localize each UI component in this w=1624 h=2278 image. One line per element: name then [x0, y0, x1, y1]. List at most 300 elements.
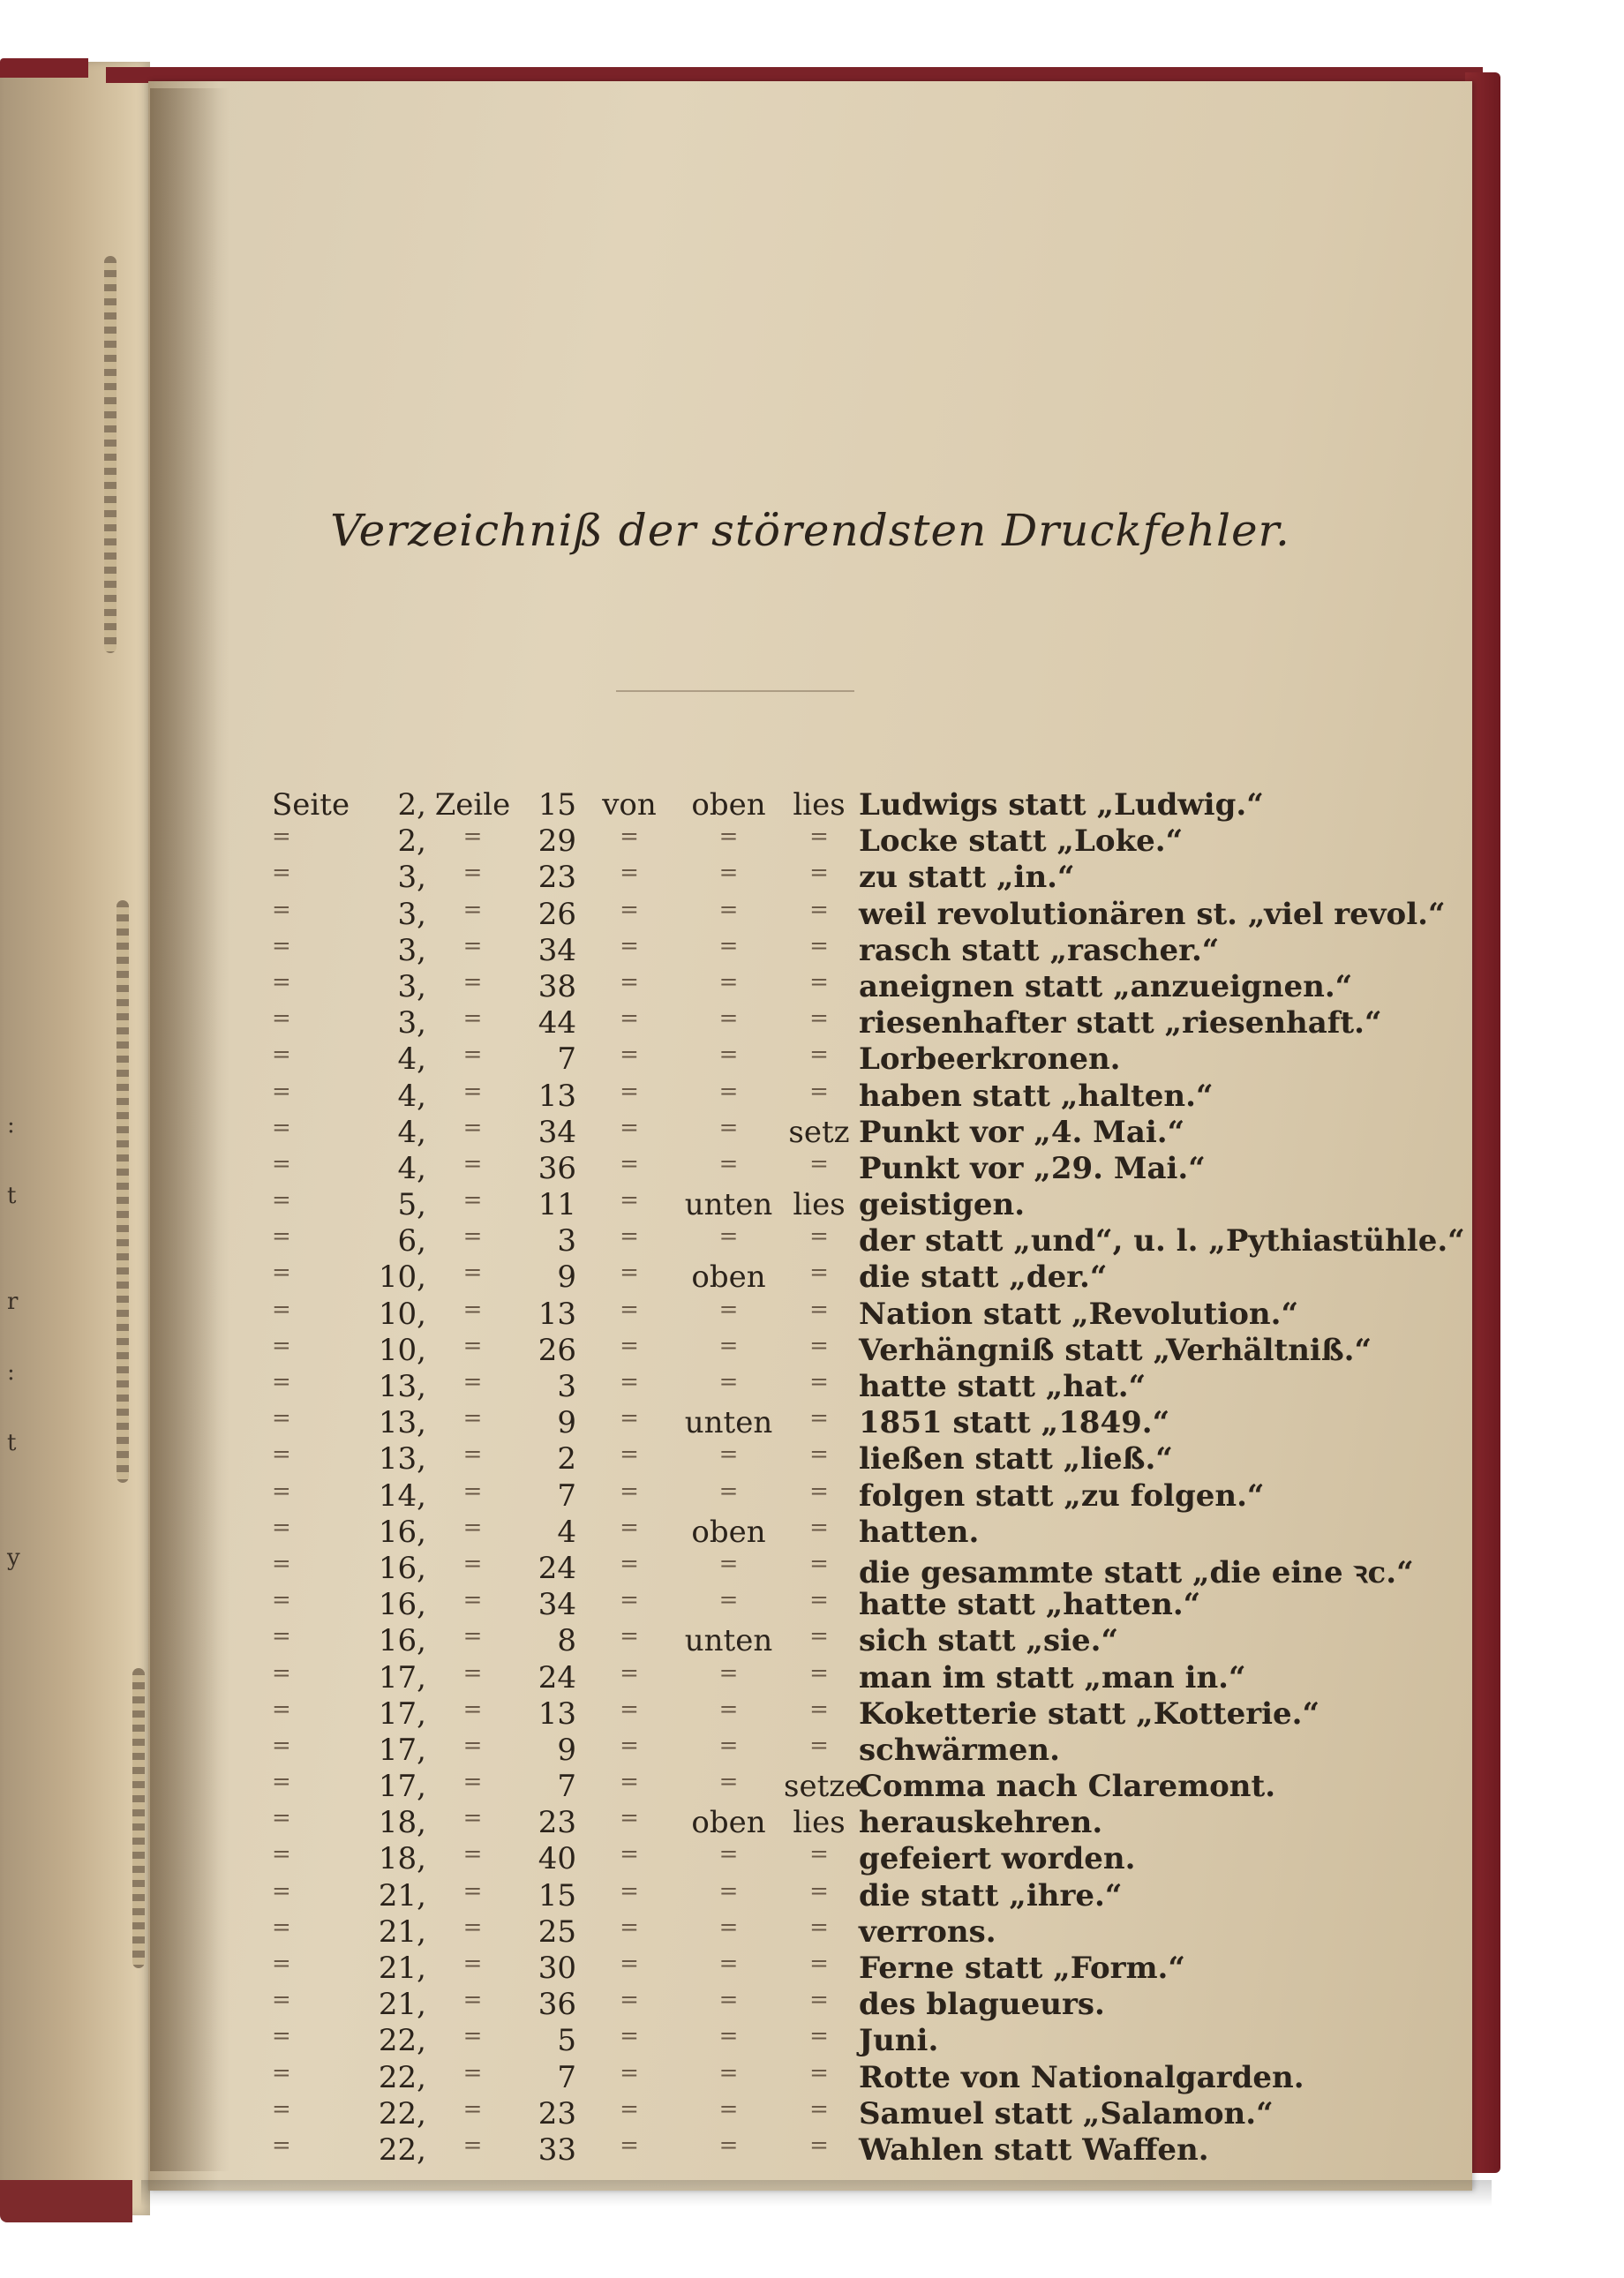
errata-correction: 1851 statt „1849.“	[859, 1405, 1170, 1441]
errata-zeile: =	[462, 2095, 483, 2123]
errata-von: =	[620, 823, 639, 851]
errata-position: =	[718, 896, 739, 923]
errata-von: =	[620, 1441, 639, 1469]
errata-seite: =	[272, 2095, 291, 2123]
errata-page-number: 10,	[378, 1332, 426, 1368]
errata-seite: =	[272, 1951, 291, 1977]
errata-zeile: =	[462, 1732, 483, 1759]
errata-lies: =	[809, 2131, 829, 2159]
errata-page-number: 3,	[397, 896, 426, 932]
errata-position: =	[718, 1441, 739, 1469]
errata-correction: man im statt „man in.“	[859, 1659, 1246, 1695]
errata-line-number: 3	[557, 1223, 576, 1259]
errata-lies: lies	[793, 787, 846, 823]
errata-zeile: =	[462, 1369, 483, 1395]
errata-seite: =	[272, 896, 291, 923]
errata-correction: Locke statt „Loke.“	[859, 823, 1184, 860]
book-bottom-shadow	[141, 2180, 1492, 2207]
errata-page-number: 22,	[378, 2131, 426, 2168]
errata-seite: =	[272, 2059, 291, 2086]
errata-position: =	[718, 1951, 739, 1977]
errata-seite: =	[272, 1913, 291, 1941]
left-cover-edge	[0, 58, 88, 78]
errata-seite: =	[272, 1841, 291, 1868]
errata-correction: sich statt „sie.“	[859, 1623, 1119, 1659]
errata-zeile: =	[462, 1987, 483, 2014]
errata-line-number: 34	[538, 932, 576, 968]
errata-lies: =	[809, 1951, 829, 1977]
errata-seite: =	[272, 1550, 291, 1577]
errata-zeile: =	[462, 1441, 483, 1469]
errata-seite: =	[272, 1114, 291, 1141]
errata-position: oben	[691, 1514, 766, 1550]
left-margin-glyph: t	[7, 1183, 17, 1209]
errata-lies: =	[809, 1005, 829, 1033]
binding-stitch	[117, 900, 129, 1483]
errata-seite: =	[272, 1441, 291, 1469]
errata-zeile: =	[462, 2131, 483, 2159]
errata-line-number: 36	[538, 1150, 576, 1186]
errata-von: =	[620, 1332, 639, 1359]
errata-line-number: 30	[538, 1951, 576, 1986]
errata-page-number: 21,	[378, 1951, 426, 1986]
errata-seite: =	[272, 1369, 291, 1395]
errata-zeile: =	[462, 2059, 483, 2086]
errata-von: =	[620, 896, 639, 923]
errata-line-number: 3	[557, 1369, 576, 1404]
errata-page-number: 16,	[378, 1587, 426, 1623]
errata-von: =	[620, 1805, 639, 1832]
errata-zeile: =	[462, 1332, 483, 1359]
errata-von: von	[602, 787, 657, 823]
errata-seite: =	[272, 1078, 291, 1105]
errata-seite: =	[272, 1223, 291, 1251]
errata-line-number: 26	[538, 896, 576, 932]
errata-page-number: 3,	[397, 968, 426, 1004]
left-margin-glyph: t	[7, 1430, 17, 1456]
errata-correction: geistigen.	[859, 1187, 1026, 1223]
errata-correction: rasch statt „rascher.“	[859, 932, 1220, 968]
errata-line-number: 24	[538, 1550, 576, 1586]
errata-zeile: =	[462, 1223, 483, 1251]
errata-correction: Lorbeerkronen.	[859, 1041, 1121, 1078]
errata-lies: =	[809, 1695, 829, 1723]
errata-page-number: 13,	[378, 1405, 426, 1441]
errata-line-number: 7	[557, 1477, 576, 1514]
errata-von: =	[620, 1987, 639, 2014]
errata-page-number: 17,	[378, 1732, 426, 1768]
errata-seite: =	[272, 1514, 291, 1541]
errata-seite: =	[272, 1187, 291, 1214]
errata-page-number: 5,	[397, 1187, 426, 1223]
errata-zeile: =	[462, 1587, 483, 1614]
errata-page-number: 13,	[378, 1369, 426, 1404]
errata-von: =	[620, 1223, 639, 1251]
errata-page-number: 18,	[378, 1841, 426, 1877]
errata-zeile: =	[462, 1623, 483, 1650]
errata-von: =	[620, 1078, 639, 1105]
errata-correction: Ludwigs statt „Ludwig.“	[859, 787, 1264, 823]
errata-position: =	[718, 1841, 739, 1868]
errata-correction: hatte statt „hatten.“	[859, 1587, 1201, 1623]
errata-zeile: =	[462, 2023, 483, 2050]
errata-page-number: 13,	[378, 1441, 426, 1477]
errata-line-number: 40	[538, 1841, 576, 1877]
errata-line-number: 23	[538, 860, 576, 896]
errata-page-number: 16,	[378, 1514, 426, 1550]
errata-correction: ließen statt „ließ.“	[859, 1441, 1173, 1477]
errata-correction: der statt „und“, u. l. „Pythiastühle.“	[859, 1223, 1465, 1259]
errata-zeile: =	[462, 1259, 483, 1287]
errata-seite: =	[272, 1041, 291, 1069]
errata-page-number: 21,	[378, 1987, 426, 2023]
errata-position: =	[718, 1296, 739, 1323]
errata-zeile: =	[462, 1187, 483, 1214]
errata-zeile: =	[462, 1951, 483, 1977]
errata-line-number: 2	[557, 1441, 576, 1477]
errata-lies: =	[809, 1987, 829, 2014]
errata-line-number: 13	[538, 1296, 576, 1332]
errata-lies: =	[809, 1041, 829, 1069]
binding-stitch	[104, 256, 117, 653]
errata-position: =	[718, 1587, 739, 1614]
errata-line-number: 4	[557, 1514, 576, 1550]
errata-lies: =	[809, 1913, 829, 1941]
errata-zeile: =	[462, 1150, 483, 1177]
errata-page-number: 21,	[378, 1913, 426, 1950]
errata-von: =	[620, 1659, 639, 1687]
errata-seite: =	[272, 1623, 291, 1650]
errata-seite: Seite	[272, 787, 350, 823]
errata-line-number: 23	[538, 1805, 576, 1841]
errata-position: =	[718, 1369, 739, 1395]
errata-line-number: 44	[538, 1005, 576, 1041]
errata-lies: setz	[788, 1114, 850, 1150]
errata-von: =	[620, 1114, 639, 1141]
errata-seite: =	[272, 1769, 291, 1796]
errata-seite: =	[272, 1805, 291, 1832]
errata-von: =	[620, 1623, 639, 1650]
errata-seite: =	[272, 2023, 291, 2050]
errata-lies: =	[809, 1587, 829, 1614]
errata-zeile: Zeile	[434, 787, 511, 823]
errata-seite: =	[272, 968, 291, 996]
errata-von: =	[620, 2059, 639, 2086]
errata-seite: =	[272, 823, 291, 851]
errata-seite: =	[272, 2131, 291, 2159]
errata-line-number: 26	[538, 1332, 576, 1368]
errata-position: oben	[691, 787, 766, 823]
errata-correction: Wahlen statt Waffen.	[859, 2131, 1209, 2168]
errata-position: =	[718, 2023, 739, 2050]
errata-von: =	[620, 932, 639, 959]
errata-line-number: 23	[538, 2095, 576, 2131]
errata-lies: =	[809, 1514, 829, 1541]
errata-lies: =	[809, 1477, 829, 1505]
errata-lies: =	[809, 932, 829, 959]
errata-page-number: 17,	[378, 1695, 426, 1732]
errata-page-number: 14,	[378, 1477, 426, 1514]
errata-page-number: 16,	[378, 1623, 426, 1659]
errata-seite: =	[272, 1732, 291, 1759]
errata-correction: Koketterie statt „Kotterie.“	[859, 1695, 1320, 1732]
errata-correction: Juni.	[859, 2023, 939, 2059]
errata-position: =	[718, 1913, 739, 1941]
errata-zeile: =	[462, 1695, 483, 1723]
left-cover-bottom	[0, 2180, 132, 2222]
errata-zeile: =	[462, 896, 483, 923]
errata-correction: schwärmen.	[859, 1732, 1060, 1768]
errata-page-number: 22,	[378, 2023, 426, 2059]
errata-lies: lies	[793, 1187, 846, 1223]
errata-seite: =	[272, 1695, 291, 1723]
errata-lies: =	[809, 1659, 829, 1687]
errata-lies: =	[809, 1405, 829, 1432]
errata-correction: gefeiert worden.	[859, 1841, 1136, 1877]
errata-lies: =	[809, 2095, 829, 2123]
errata-position: =	[718, 1987, 739, 2014]
page-title: Verzeichniß der störendsten Druckfehler.	[330, 505, 1290, 556]
errata-page-number: 21,	[378, 1877, 426, 1913]
errata-line-number: 38	[538, 968, 576, 1004]
errata-line-number: 13	[538, 1695, 576, 1732]
errata-zeile: =	[462, 1769, 483, 1796]
errata-position: =	[718, 860, 739, 887]
errata-von: =	[620, 1259, 639, 1287]
errata-position: unten	[684, 1623, 773, 1659]
errata-lies: =	[809, 1150, 829, 1177]
errata-correction: Nation statt „Revolution.“	[859, 1296, 1299, 1332]
errata-seite: =	[272, 1877, 291, 1905]
left-margin-glyph: r	[7, 1289, 19, 1315]
errata-lies: =	[809, 1332, 829, 1359]
errata-line-number: 7	[557, 1769, 576, 1805]
errata-page-number: 22,	[378, 2059, 426, 2095]
errata-zeile: =	[462, 1659, 483, 1687]
errata-von: =	[620, 1187, 639, 1214]
errata-line-number: 13	[538, 1078, 576, 1114]
errata-correction: haben statt „halten.“	[859, 1078, 1214, 1114]
errata-zeile: =	[462, 823, 483, 851]
errata-page-number: 10,	[378, 1296, 426, 1332]
errata-von: =	[620, 2023, 639, 2050]
errata-seite: =	[272, 860, 291, 887]
errata-lies: =	[809, 1259, 829, 1287]
errata-position: =	[718, 968, 739, 996]
errata-position: =	[718, 2131, 739, 2159]
errata-position: =	[718, 1659, 739, 1687]
errata-page-number: 22,	[378, 2095, 426, 2131]
errata-line-number: 9	[557, 1732, 576, 1768]
errata-lies: =	[809, 968, 829, 996]
errata-lies: =	[809, 896, 829, 923]
errata-correction: herauskehren.	[859, 1805, 1103, 1841]
errata-zeile: =	[462, 1114, 483, 1141]
errata-von: =	[620, 1150, 639, 1177]
left-margin-glyph: y	[7, 1545, 20, 1571]
errata-correction: aneignen statt „anzueignen.“	[859, 968, 1353, 1004]
errata-page-number: 16,	[378, 1550, 426, 1586]
title-rule	[616, 690, 854, 692]
errata-page-number: 4,	[397, 1150, 426, 1186]
errata-correction: Ferne statt „Form.“	[859, 1951, 1185, 1986]
errata-lies: =	[809, 1623, 829, 1650]
errata-line-number: 9	[557, 1259, 576, 1296]
errata-zeile: =	[462, 932, 483, 959]
errata-von: =	[620, 1514, 639, 1541]
errata-seite: =	[272, 1477, 291, 1505]
errata-page-number: 4,	[397, 1078, 426, 1114]
errata-position: =	[718, 1005, 739, 1033]
errata-line-number: 25	[538, 1913, 576, 1950]
errata-correction: Punkt vor „29. Mai.“	[859, 1150, 1206, 1186]
errata-lies: =	[809, 1441, 829, 1469]
errata-line-number: 29	[538, 823, 576, 860]
errata-von: =	[620, 1913, 639, 1941]
errata-lies: =	[809, 823, 829, 851]
errata-von: =	[620, 1550, 639, 1577]
errata-von: =	[620, 1041, 639, 1069]
errata-line-number: 36	[538, 1987, 576, 2023]
errata-position: =	[718, 932, 739, 959]
errata-position: =	[718, 1078, 739, 1105]
errata-lies: =	[809, 2023, 829, 2050]
errata-von: =	[620, 1841, 639, 1868]
errata-page-number: 3,	[397, 932, 426, 968]
errata-position: unten	[684, 1187, 773, 1223]
errata-correction: riesenhafter statt „riesenhaft.“	[859, 1005, 1382, 1041]
errata-position: =	[718, 1732, 739, 1759]
errata-position: =	[718, 1769, 739, 1796]
errata-von: =	[620, 1405, 639, 1432]
errata-seite: =	[272, 1005, 291, 1033]
errata-line-number: 15	[538, 787, 576, 823]
errata-zeile: =	[462, 1514, 483, 1541]
errata-correction: Comma nach Claremont.	[859, 1769, 1276, 1805]
errata-zeile: =	[462, 1405, 483, 1432]
errata-zeile: =	[462, 1477, 483, 1505]
errata-zeile: =	[462, 968, 483, 996]
errata-page-number: 2,	[397, 823, 426, 860]
errata-zeile: =	[462, 1841, 483, 1868]
errata-position: =	[718, 2095, 739, 2123]
errata-page-number: 4,	[397, 1041, 426, 1078]
binding-stitch	[132, 1668, 145, 1968]
errata-correction: die statt „der.“	[859, 1259, 1108, 1296]
errata-lies: =	[809, 860, 829, 887]
errata-line-number: 5	[557, 2023, 576, 2059]
errata-position: oben	[691, 1805, 766, 1841]
errata-line-number: 34	[538, 1114, 576, 1150]
errata-von: =	[620, 1369, 639, 1395]
errata-page-number: 4,	[397, 1114, 426, 1150]
errata-seite: =	[272, 1405, 291, 1432]
errata-seite: =	[272, 1296, 291, 1323]
errata-von: =	[620, 1769, 639, 1796]
errata-zeile: =	[462, 1877, 483, 1905]
errata-lies: =	[809, 1369, 829, 1395]
errata-position: =	[718, 1550, 739, 1577]
errata-seite: =	[272, 1150, 291, 1177]
errata-lies: =	[809, 1223, 829, 1251]
errata-von: =	[620, 1005, 639, 1033]
errata-line-number: 7	[557, 1041, 576, 1078]
errata-page-number: 17,	[378, 1769, 426, 1805]
errata-zeile: =	[462, 1078, 483, 1105]
errata-von: =	[620, 1732, 639, 1759]
errata-von: =	[620, 1877, 639, 1905]
errata-von: =	[620, 1477, 639, 1505]
errata-lies: =	[809, 1732, 829, 1759]
errata-page-number: 17,	[378, 1659, 426, 1695]
errata-von: =	[620, 1587, 639, 1614]
errata-position: =	[718, 1150, 739, 1177]
errata-position: =	[718, 823, 739, 851]
errata-position: unten	[684, 1405, 773, 1441]
errata-line-number: 9	[557, 1405, 576, 1441]
errata-seite: =	[272, 1587, 291, 1614]
errata-lies: =	[809, 1877, 829, 1905]
errata-seite: =	[272, 1332, 291, 1359]
errata-position: =	[718, 1695, 739, 1723]
errata-page-number: 6,	[397, 1223, 426, 1259]
errata-lies: =	[809, 1550, 829, 1577]
errata-position: =	[718, 2059, 739, 2086]
gutter-shadow	[150, 88, 229, 2171]
errata-zeile: =	[462, 1805, 483, 1832]
errata-position: oben	[691, 1259, 766, 1296]
errata-zeile: =	[462, 1913, 483, 1941]
errata-von: =	[620, 1695, 639, 1723]
errata-von: =	[620, 1951, 639, 1977]
errata-page-number: 18,	[378, 1805, 426, 1841]
errata-von: =	[620, 2131, 639, 2159]
errata-lies: =	[809, 1078, 829, 1105]
errata-correction: Punkt vor „4. Mai.“	[859, 1114, 1185, 1150]
errata-line-number: 34	[538, 1587, 576, 1623]
errata-lies: =	[809, 2059, 829, 2086]
errata-correction: Samuel statt „Salamon.“	[859, 2095, 1274, 2131]
errata-line-number: 7	[557, 2059, 576, 2095]
errata-von: =	[620, 2095, 639, 2123]
errata-seite: =	[272, 1987, 291, 2014]
errata-lies: =	[809, 1296, 829, 1323]
errata-page-number: 2,	[397, 787, 426, 823]
errata-von: =	[620, 1296, 639, 1323]
errata-position: =	[718, 1332, 739, 1359]
errata-zeile: =	[462, 860, 483, 887]
errata-lies: =	[809, 1841, 829, 1868]
errata-line-number: 8	[557, 1623, 576, 1659]
errata-correction: folgen statt „zu folgen.“	[859, 1477, 1265, 1514]
errata-zeile: =	[462, 1041, 483, 1069]
errata-correction: des blagueurs.	[859, 1987, 1105, 2023]
errata-correction: die statt „ihre.“	[859, 1877, 1123, 1913]
errata-seite: =	[272, 1659, 291, 1687]
errata-correction: Verhängniß statt „Verhältniß.“	[859, 1332, 1372, 1368]
errata-position: =	[718, 1477, 739, 1505]
errata-lies: lies	[793, 1805, 846, 1841]
errata-correction: hatte statt „hat.“	[859, 1369, 1147, 1404]
errata-line-number: 11	[538, 1187, 576, 1223]
errata-page-number: 3,	[397, 1005, 426, 1041]
errata-line-number: 33	[538, 2131, 576, 2168]
errata-seite: =	[272, 932, 291, 959]
errata-correction: Rotte von Nationalgarden.	[859, 2059, 1304, 2095]
errata-lies: setze	[784, 1769, 863, 1805]
errata-correction: zu statt „in.“	[859, 860, 1075, 896]
errata-zeile: =	[462, 1005, 483, 1033]
